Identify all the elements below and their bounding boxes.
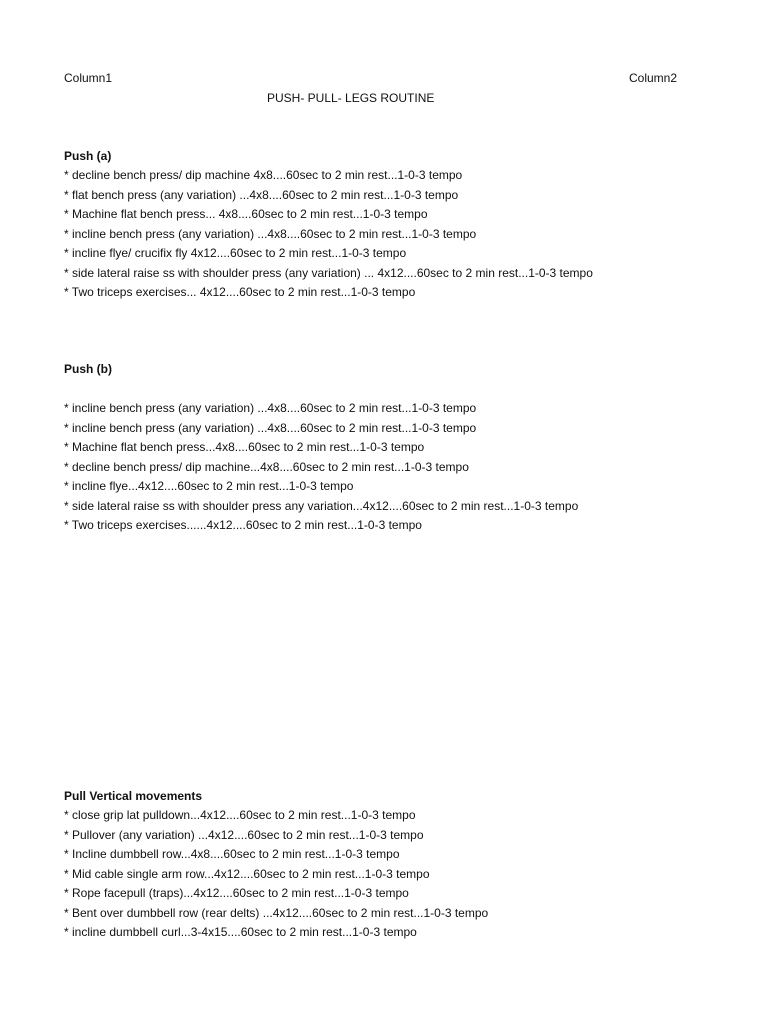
exercise-list-push-b <box>64 399 578 536</box>
list-item: * side lateral raise ss with shoulder press any variation...4x12....60sec to 2 min rest...1-0-3 tempo <box>64 498 579 513</box>
list-item: * Machine flat bench press... 4x8....60sec to 2 min rest...1-0-3 tempo <box>64 207 428 221</box>
list-item: * Mid cable single arm row...4x12....60sec to 2 min rest...1-0-3 tempo <box>64 866 430 881</box>
section-title-push-b: Push (b) <box>64 362 112 376</box>
list-item: * incline dumbbell curl...3-4x15....60sec to 2 min rest...1-0-3 tempo <box>64 925 417 939</box>
list-item: * Pullover (any variation) ...4x12....60sec to 2 min rest...1-0-3 tempo <box>64 827 424 842</box>
list-item: * incline flye/ crucifix fly 4x12....60sec to 2 min rest...1-0-3 tempo <box>64 246 407 260</box>
list-item: * flat bench press (any variation) ...4x8....60sec to 2 min rest...1-0-3 tempo <box>64 187 459 202</box>
list-item: * incline bench press (any variation) ...4x8....60sec to 2 min rest...1-0-3 tempo <box>64 420 477 435</box>
list-item: * Machine flat bench press...4x8....60sec to 2 min rest...1-0-3 tempo <box>64 440 425 454</box>
list-item: * incline bench press (any variation) ...4x8....60sec to 2 min rest...1-0-3 tempo <box>64 401 477 415</box>
section-title-push-a: Push (a) <box>64 149 112 163</box>
list-item: * Bent over dumbbell row (rear delts) ...4x12....60sec to 2 min rest...1-0-3 tempo <box>64 905 489 920</box>
page-title: PUSH- PULL- LEGS ROUTINE <box>267 91 435 105</box>
list-item: * Incline dumbbell row...4x8....60sec to 2 min rest...1-0-3 tempo <box>64 847 400 861</box>
section-title-pull-vertical: Pull Vertical movements <box>64 789 203 803</box>
exercise-list-push-a <box>64 166 593 303</box>
list-item: * decline bench press/ dip machine...4x8....60sec to 2 min rest...1-0-3 tempo <box>64 459 469 474</box>
list-item: * Two triceps exercises... 4x12....60sec to 2 min rest...1-0-3 tempo <box>64 285 416 299</box>
list-item: * side lateral raise ss with shoulder press (any variation) ... 4x12....60sec to 2 min rest...1-0-3 tempo <box>64 265 593 280</box>
list-item: * decline bench press/ dip machine 4x8....60sec to 2 min rest...1-0-3 tempo <box>64 168 463 182</box>
list-item: * incline bench press (any variation) ...4x8....60sec to 2 min rest...1-0-3 tempo <box>64 226 477 241</box>
list-item: * Rope facepull (traps)...4x12....60sec to 2 min rest...1-0-3 tempo <box>64 886 409 900</box>
exercise-list-pull-vertical <box>64 806 488 943</box>
column2-header: Column2 <box>629 71 678 85</box>
column1-header: Column1 <box>64 71 113 85</box>
list-item: * close grip lat pulldown...4x12....60sec to 2 min rest...1-0-3 tempo <box>64 808 416 822</box>
list-item: * incline flye...4x12....60sec to 2 min rest...1-0-3 tempo <box>64 479 354 493</box>
list-item: * Two triceps exercises......4x12....60sec to 2 min rest...1-0-3 tempo <box>64 518 422 532</box>
